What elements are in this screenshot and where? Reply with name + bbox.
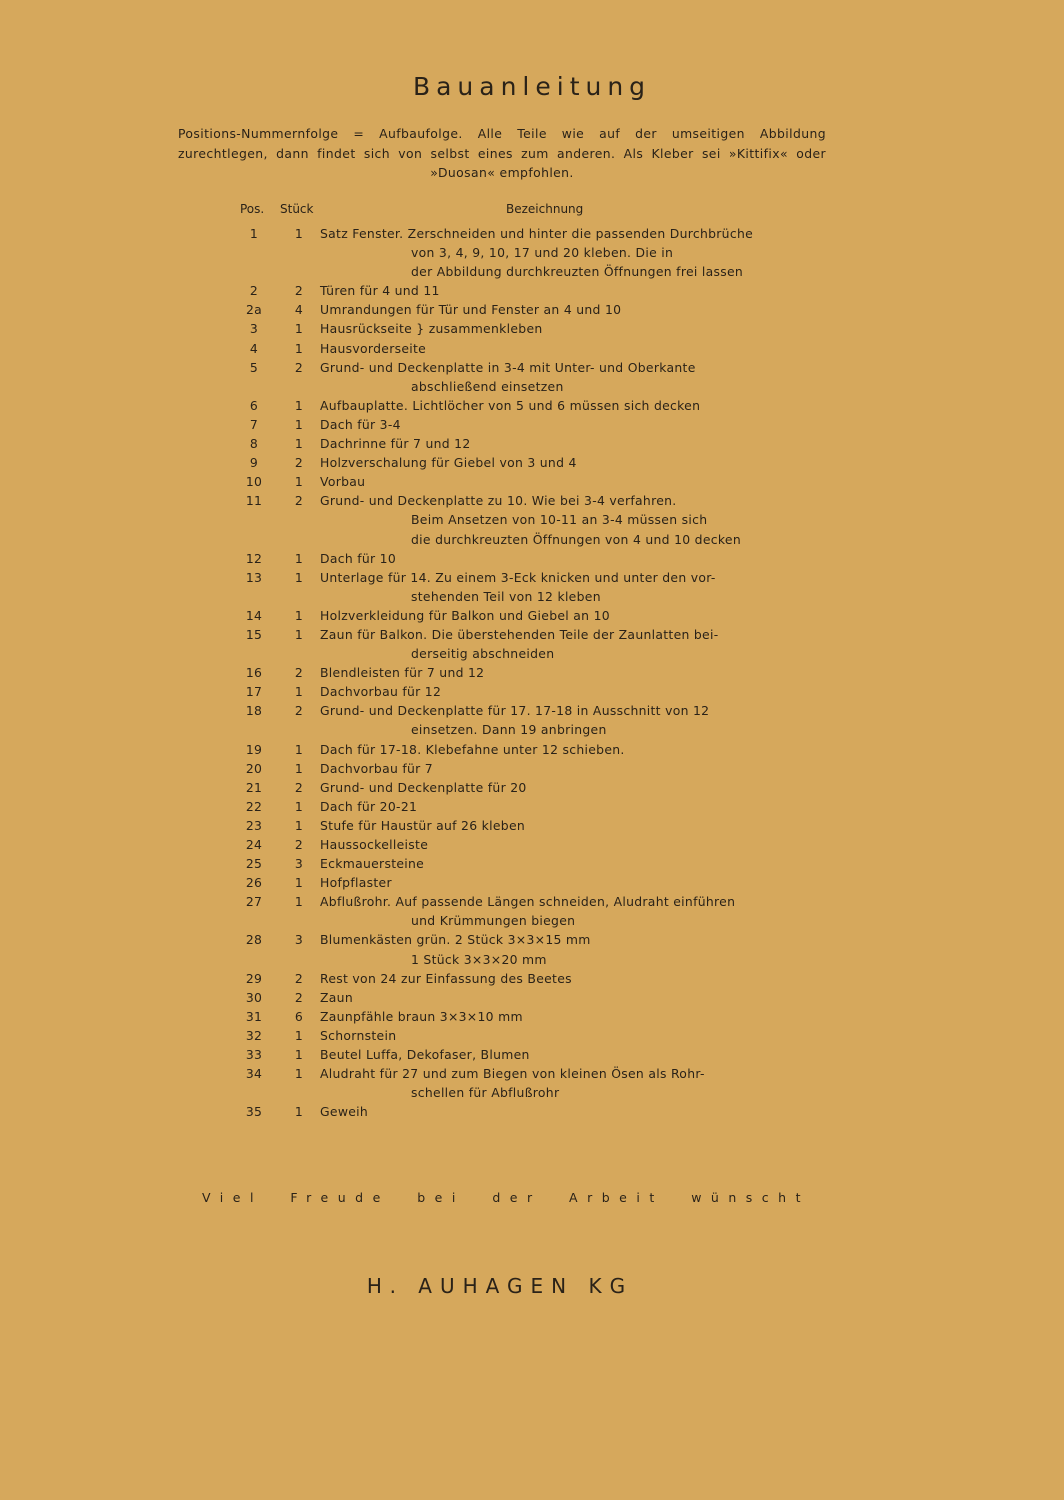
table-row	[238, 625, 798, 663]
row-qty: 1	[294, 321, 304, 337]
row-qty: 2	[294, 837, 304, 852]
description-line: Aludraht für 27 und zum Biegen von kleinen Ösen als Rohr-	[320, 1066, 705, 1082]
row-description	[320, 797, 798, 816]
row-pos: 15	[245, 626, 263, 642]
closing-line: Viel Freude bei der Arbeit wünscht	[202, 1190, 810, 1205]
description-line: abschließend einsetzen	[411, 378, 564, 394]
row-pos: 23	[245, 817, 263, 833]
intro-paragraph	[178, 124, 826, 183]
row-description	[320, 319, 798, 338]
description-line: stehenden Teil von 12 kleben	[411, 588, 601, 604]
table-row	[238, 740, 798, 759]
description-line: Hausvorderseite	[320, 340, 427, 356]
description-line: Türen für 4 und 11	[320, 283, 440, 299]
row-description	[320, 854, 798, 873]
table-row	[238, 892, 798, 930]
row-description	[320, 1102, 798, 1121]
row-description	[320, 339, 798, 358]
description-line: Dach für 10	[320, 550, 397, 566]
description-line: schellen für Abflußrohr	[411, 1085, 560, 1101]
row-pos: 33	[245, 1047, 263, 1063]
row-qty: 1	[294, 550, 304, 566]
description-line: Haussockelleiste	[320, 837, 429, 852]
row-pos: 34	[245, 1066, 263, 1082]
description-line: Grund- und Deckenplatte für 20	[320, 779, 527, 795]
row-description	[320, 663, 798, 682]
row-qty: 1	[294, 397, 304, 413]
header-qty: Stück	[280, 202, 314, 216]
row-qty: 1	[294, 798, 304, 814]
row-qty: 1	[294, 760, 304, 776]
table-row	[238, 1064, 798, 1102]
row-qty: 2	[294, 989, 304, 1005]
table-body	[238, 224, 798, 1121]
row-qty: 1	[294, 741, 304, 757]
row-description	[320, 472, 798, 491]
table-row	[238, 453, 798, 472]
description-line: Grund- und Deckenplatte in 3-4 mit Unter- und Oberkante	[320, 359, 696, 375]
row-pos: 12	[245, 550, 263, 566]
row-description	[320, 1026, 798, 1045]
header-pos: Pos.	[240, 202, 265, 216]
row-description	[320, 491, 798, 548]
description-line: 1 Stück 3×3×20 mm	[411, 951, 547, 967]
table-row	[238, 873, 798, 892]
row-qty: 2	[294, 703, 304, 719]
description-line: Aufbauplatte. Lichtlöcher von 5 und 6 müssen sich decken	[320, 397, 701, 413]
row-qty: 1	[294, 436, 304, 452]
row-qty: 1	[294, 569, 304, 585]
row-qty: 2	[294, 455, 304, 471]
table-row	[238, 930, 798, 968]
row-description	[320, 1045, 798, 1064]
row-pos: 9	[249, 455, 259, 471]
row-description	[320, 396, 798, 415]
row-qty: 1	[294, 817, 304, 833]
row-pos: 16	[245, 665, 263, 681]
description-line: Unterlage für 14. Zu einem 3-Eck knicken und unter den vor-	[320, 569, 716, 585]
row-pos: 1	[249, 226, 259, 241]
table-row	[238, 606, 798, 625]
row-qty: 1	[294, 1027, 304, 1043]
description-line: Zaun für Balkon. Die überstehenden Teile der Zaunlatten bei-	[320, 626, 719, 642]
description-line: Dach für 17-18. Klebefahne unter 12 schieben.	[320, 741, 625, 757]
table-row	[238, 549, 798, 568]
description-line: Abflußrohr. Auf passende Längen schneiden, Aludraht einführen	[320, 894, 736, 910]
description-line: derseitig abschneiden	[411, 646, 555, 662]
row-description	[320, 740, 798, 759]
row-description	[320, 701, 798, 739]
row-qty: 2	[294, 283, 304, 299]
row-description	[320, 969, 798, 988]
row-description	[320, 358, 798, 396]
header-desc: Bezeichnung	[506, 202, 584, 216]
row-qty: 1	[294, 684, 304, 700]
table-row	[238, 1102, 798, 1121]
row-pos: 2a	[245, 302, 263, 318]
table-row	[238, 854, 798, 873]
row-description	[320, 759, 798, 778]
table-row	[238, 835, 798, 854]
row-description	[320, 549, 798, 568]
table-row	[238, 1045, 798, 1064]
table-row	[238, 319, 798, 338]
row-qty: 2	[294, 359, 304, 375]
table-row	[238, 396, 798, 415]
description-line: Vorbau	[320, 474, 366, 490]
row-pos: 21	[245, 779, 263, 795]
row-description	[320, 988, 798, 1007]
table-row	[238, 434, 798, 453]
row-pos: 30	[245, 989, 263, 1005]
description-line: Stufe für Haustür auf 26 kleben	[320, 817, 526, 833]
row-description	[320, 281, 798, 300]
table-row	[238, 472, 798, 491]
row-qty: 4	[294, 302, 304, 318]
row-qty: 6	[294, 1008, 304, 1024]
row-description	[320, 434, 798, 453]
row-description	[320, 873, 798, 892]
description-line: Dach für 20-21	[320, 798, 418, 814]
description-line: Grund- und Deckenplatte zu 10. Wie bei 3-4 verfahren.	[320, 493, 677, 509]
table-row	[238, 1007, 798, 1026]
row-qty: 2	[294, 493, 304, 509]
row-description	[320, 415, 798, 434]
row-qty: 3	[294, 932, 304, 948]
description-line: Zaunpfähle braun 3×3×10 mm	[320, 1008, 523, 1024]
row-pos: 17	[245, 684, 263, 700]
company-name: H. AUHAGEN KG	[366, 1274, 634, 1298]
table-row	[238, 281, 798, 300]
row-pos: 26	[245, 875, 263, 891]
row-pos: 20	[245, 760, 263, 776]
description-line: Dach für 3-4	[320, 416, 401, 432]
row-pos: 11	[245, 493, 263, 509]
table-row	[238, 759, 798, 778]
table-row	[238, 969, 798, 988]
row-description	[320, 606, 798, 625]
row-qty: 1	[294, 894, 304, 910]
description-line: Holzverkleidung für Balkon und Giebel an 10	[320, 607, 610, 623]
row-description	[320, 1064, 798, 1102]
description-line: Grund- und Deckenplatte für 17. 17-18 in Ausschnitt von 12	[320, 703, 710, 719]
intro-line-1: Positions-Nummernfolge = Aufbaufolge. Alle Teile wie auf der umseitigen Abbildung	[178, 126, 826, 141]
description-line: und Krümmungen biegen	[411, 913, 576, 929]
description-line: Geweih	[320, 1104, 369, 1120]
table-row	[238, 415, 798, 434]
row-pos: 18	[245, 703, 263, 719]
row-qty: 1	[294, 226, 304, 241]
row-qty: 2	[294, 665, 304, 681]
row-qty: 1	[294, 1104, 304, 1120]
table-row	[238, 358, 798, 396]
row-pos: 24	[245, 837, 263, 852]
table-row	[238, 797, 798, 816]
table-row	[238, 701, 798, 739]
row-pos: 32	[245, 1027, 263, 1043]
row-description	[320, 835, 798, 854]
parts-table	[238, 202, 798, 1121]
row-pos: 14	[245, 607, 263, 623]
row-description	[320, 930, 798, 968]
table-row	[238, 300, 798, 319]
row-pos: 29	[245, 970, 263, 986]
row-pos: 5	[249, 359, 259, 375]
description-line: Holzverschalung für Giebel von 3 und 4	[320, 455, 577, 471]
description-line: von 3, 4, 9, 10, 17 und 20 kleben. Die in	[411, 245, 674, 261]
row-pos: 31	[245, 1008, 263, 1024]
row-pos: 8	[249, 436, 259, 452]
description-line: Blumenkästen grün. 2 Stück 3×3×15 mm	[320, 932, 591, 948]
description-line: die durchkreuzten Öffnungen von 4 und 10 decken	[411, 531, 741, 547]
row-pos: 3	[249, 321, 259, 337]
intro-line-3: »Duosan« empfohlen.	[430, 165, 574, 180]
table-row	[238, 778, 798, 797]
row-qty: 3	[294, 856, 304, 872]
description-line: Umrandungen für Tür und Fenster an 4 und 10	[320, 302, 622, 318]
table-row	[238, 491, 798, 548]
row-pos: 19	[245, 741, 263, 757]
row-qty: 1	[294, 1047, 304, 1063]
table-row	[238, 339, 798, 358]
table-row	[238, 682, 798, 701]
row-description	[320, 568, 798, 606]
description-line: Rest von 24 zur Einfassung des Beetes	[320, 970, 572, 986]
description-line: Hausrückseite } zusammenkleben	[320, 321, 543, 337]
table-row	[238, 663, 798, 682]
description-line: Dachvorbau für 12	[320, 684, 442, 700]
row-pos: 13	[245, 569, 263, 585]
row-description	[320, 224, 798, 281]
table-header	[238, 202, 798, 224]
row-pos: 6	[249, 397, 259, 413]
row-qty: 1	[294, 875, 304, 891]
intro-line-2: zurechtlegen, dann findet sich von selbst eines zum anderen. Als Kleber sei »Kittifix« oder	[178, 145, 826, 161]
description-line: Beim Ansetzen von 10-11 an 3-4 müssen sich	[411, 512, 708, 528]
row-pos: 35	[245, 1104, 263, 1120]
row-pos: 4	[249, 340, 259, 356]
row-qty: 1	[294, 626, 304, 642]
row-pos: 28	[245, 932, 263, 948]
description-line: der Abbildung durchkreuzten Öffnungen frei lassen	[411, 264, 744, 280]
row-pos: 2	[249, 283, 259, 299]
description-line: Zaun	[320, 989, 353, 1005]
row-pos: 10	[245, 474, 263, 490]
description-line: Beutel Luffa, Dekofaser, Blumen	[320, 1047, 530, 1063]
row-description	[320, 892, 798, 930]
row-description	[320, 778, 798, 797]
description-line: Dachrinne für 7 und 12	[320, 436, 471, 452]
row-description	[320, 816, 798, 835]
row-description	[320, 453, 798, 472]
row-qty: 1	[294, 340, 304, 356]
description-line: Dachvorbau für 7	[320, 760, 433, 776]
row-description	[320, 300, 798, 319]
row-description	[320, 682, 798, 701]
table-row	[238, 1026, 798, 1045]
table-row	[238, 988, 798, 1007]
page-title: Bauanleitung	[412, 72, 652, 101]
row-pos: 7	[249, 416, 259, 432]
row-pos: 27	[245, 894, 263, 910]
row-qty: 1	[294, 1066, 304, 1082]
row-qty: 1	[294, 474, 304, 490]
table-row	[238, 816, 798, 835]
row-qty: 1	[294, 607, 304, 623]
row-description	[320, 625, 798, 663]
row-qty: 1	[294, 416, 304, 432]
table-row	[238, 568, 798, 606]
row-description	[320, 1007, 798, 1026]
description-line: Eckmauersteine	[320, 856, 425, 872]
row-qty: 2	[294, 779, 304, 795]
table-row	[238, 224, 798, 281]
description-line: einsetzen. Dann 19 anbringen	[411, 722, 607, 738]
description-line: Hofpflaster	[320, 875, 392, 891]
row-pos: 25	[245, 856, 263, 872]
description-line: Satz Fenster. Zerschneiden und hinter die passenden Durchbrüche	[320, 226, 754, 241]
description-line: Blendleisten für 7 und 12	[320, 665, 485, 681]
description-line: Schornstein	[320, 1027, 397, 1043]
row-qty: 2	[294, 970, 304, 986]
row-pos: 22	[245, 798, 263, 814]
